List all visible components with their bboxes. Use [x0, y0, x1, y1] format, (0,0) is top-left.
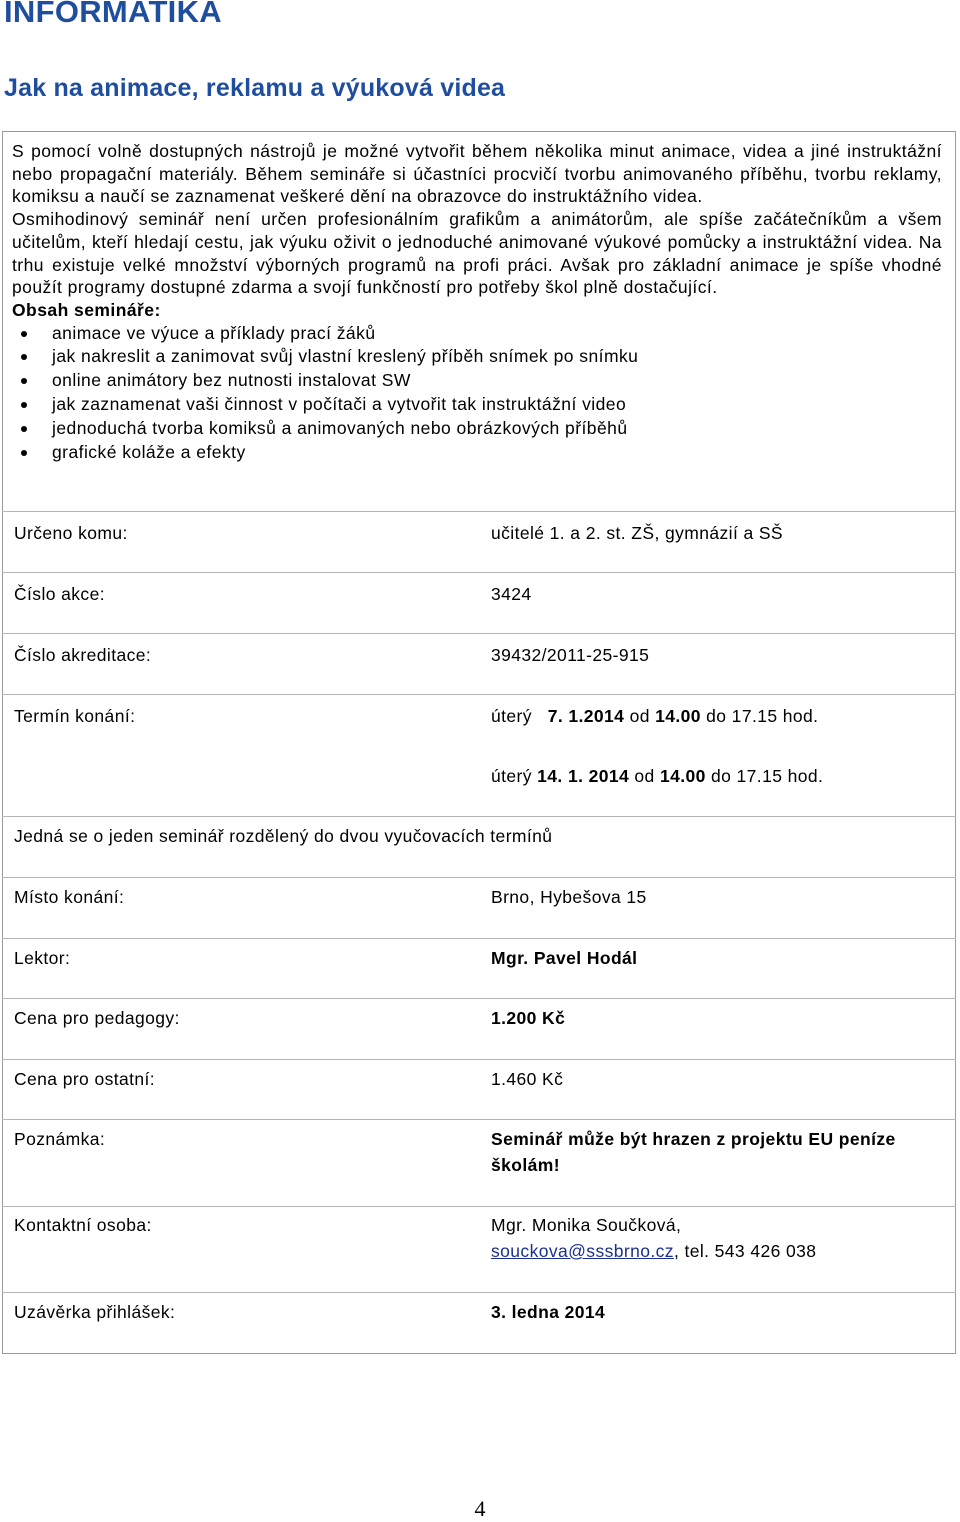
intro-paragraph-1: S pomocí volně dostupných nástrojů je možné vytvořit během několika minut animace, videa a jiné instruktážní nebo propagační materiály. Během semináře si účastníci procvičí tvorbu animovaného příběhu, tvorbu reklamy, komiksu a naučí se zaznamenat veškeré dění na obrazovce do instruktážního videa. — [12, 141, 942, 207]
venue-value: Brno, Hybešova 15 — [491, 887, 647, 907]
list-item: grafické koláže a efekty — [12, 441, 942, 465]
deadline-label: Uzávěrka přihlášek: — [14, 1302, 176, 1322]
price-others-label: Cena pro ostatní: — [14, 1069, 156, 1089]
date-2-rest: do 17.15 hod. — [711, 766, 824, 786]
divider — [2, 1059, 956, 1060]
deadline-value: 3. ledna 2014 — [491, 1302, 606, 1322]
divider — [2, 633, 956, 634]
contact-email-link[interactable]: souckova@sssbrno.cz — [491, 1241, 674, 1261]
divider — [2, 877, 956, 878]
contact-phone: , tel. 543 426 038 — [673, 1241, 817, 1261]
divider — [2, 816, 956, 817]
date-1-day: úterý — [491, 706, 532, 726]
date-1-rest: do 17.15 hod. — [706, 706, 819, 726]
list-item: animace ve výuce a příklady prací žáků — [12, 322, 942, 346]
page-number: 4 — [474, 1496, 486, 1521]
date-value-2 — [491, 763, 823, 789]
contact-label: Kontaktní osoba: — [14, 1215, 152, 1235]
lecturer-label: Lektor: — [14, 948, 71, 968]
list-item: jednoduchá tvorba komiksů a animovaných nebo obrázkových příběhů — [12, 417, 942, 441]
date-1-time: 14.00 — [655, 706, 701, 726]
divider — [2, 694, 956, 695]
contact-value — [491, 1212, 931, 1264]
target-audience-value: učitelé 1. a 2. st. ZŠ, gymnázií a SŠ — [491, 523, 784, 543]
price-others-value: 1.460 Kč — [491, 1069, 564, 1089]
date-2-od: od — [634, 766, 655, 786]
date-value-1 — [491, 703, 818, 729]
content-heading: Obsah semináře: — [12, 299, 161, 320]
accreditation-value: 39432/2011-25-915 — [491, 645, 650, 665]
list-item: online animátory bez nutnosti instalovat SW — [12, 369, 942, 393]
price-teachers-label: Cena pro pedagogy: — [14, 1008, 180, 1028]
accreditation-label: Číslo akreditace: — [14, 645, 152, 665]
divider — [2, 998, 956, 999]
list-item: jak zaznamenat vaši činnost v počítači a vytvořit tak instruktážní video — [12, 393, 942, 417]
note-value: Seminář může být hrazen z projektu EU peníze školám! — [491, 1129, 896, 1175]
date-1-od: od — [629, 706, 650, 726]
content-list — [12, 322, 942, 465]
divider — [2, 1119, 956, 1120]
event-number-value: 3424 — [491, 584, 532, 604]
seminar-title: Jak na animace, reklamu a výuková videa — [4, 74, 506, 102]
date-2-time: 14.00 — [659, 766, 706, 786]
divider — [2, 1292, 956, 1293]
note-label: Poznámka: — [14, 1129, 106, 1149]
list-item: jak nakreslit a zanimovat svůj vlastní kreslený příběh snímek po snímku — [12, 345, 942, 369]
divider — [2, 1206, 956, 1207]
date-label: Termín konání: — [14, 706, 136, 726]
lecturer-value: Mgr. Pavel Hodál — [491, 948, 638, 968]
date-2-date: 14. 1. 2014 — [537, 766, 630, 786]
divider — [2, 511, 956, 512]
date-1-date: 7. 1.2014 — [547, 706, 625, 726]
intro-paragraph-2: Osmihodinový seminář není určen profesionálním grafikům a animátorům, ale spíše začátečníkům a všem učitelům, kteří hledají cestu, jak výuku oživit o jednoduché animované výukové pomůcky a instruktážní videa. Na trhu existuje velké množství výborných programů na profi práci. Avšak pro základní animace je spíše vhodné použít programy dostupné zdarma a svojí funkčností pro potřeby škol plně dostačující. — [12, 209, 942, 298]
seminar-description — [12, 140, 942, 464]
page-title: INFORMATIKA — [4, 0, 222, 29]
target-audience-label: Určeno komu: — [14, 523, 128, 543]
venue-label: Místo konání: — [14, 887, 125, 907]
event-number-label: Číslo akce: — [14, 584, 105, 604]
divider — [2, 938, 956, 939]
seminar-note: Jedná se o jeden seminář rozdělený do dvou vyučovacích termínů — [14, 826, 553, 846]
divider — [2, 572, 956, 573]
contact-name: Mgr. Monika Součková, — [491, 1215, 682, 1235]
price-teachers-value: 1.200 Kč — [491, 1008, 566, 1028]
date-2-day: úterý — [491, 766, 532, 786]
